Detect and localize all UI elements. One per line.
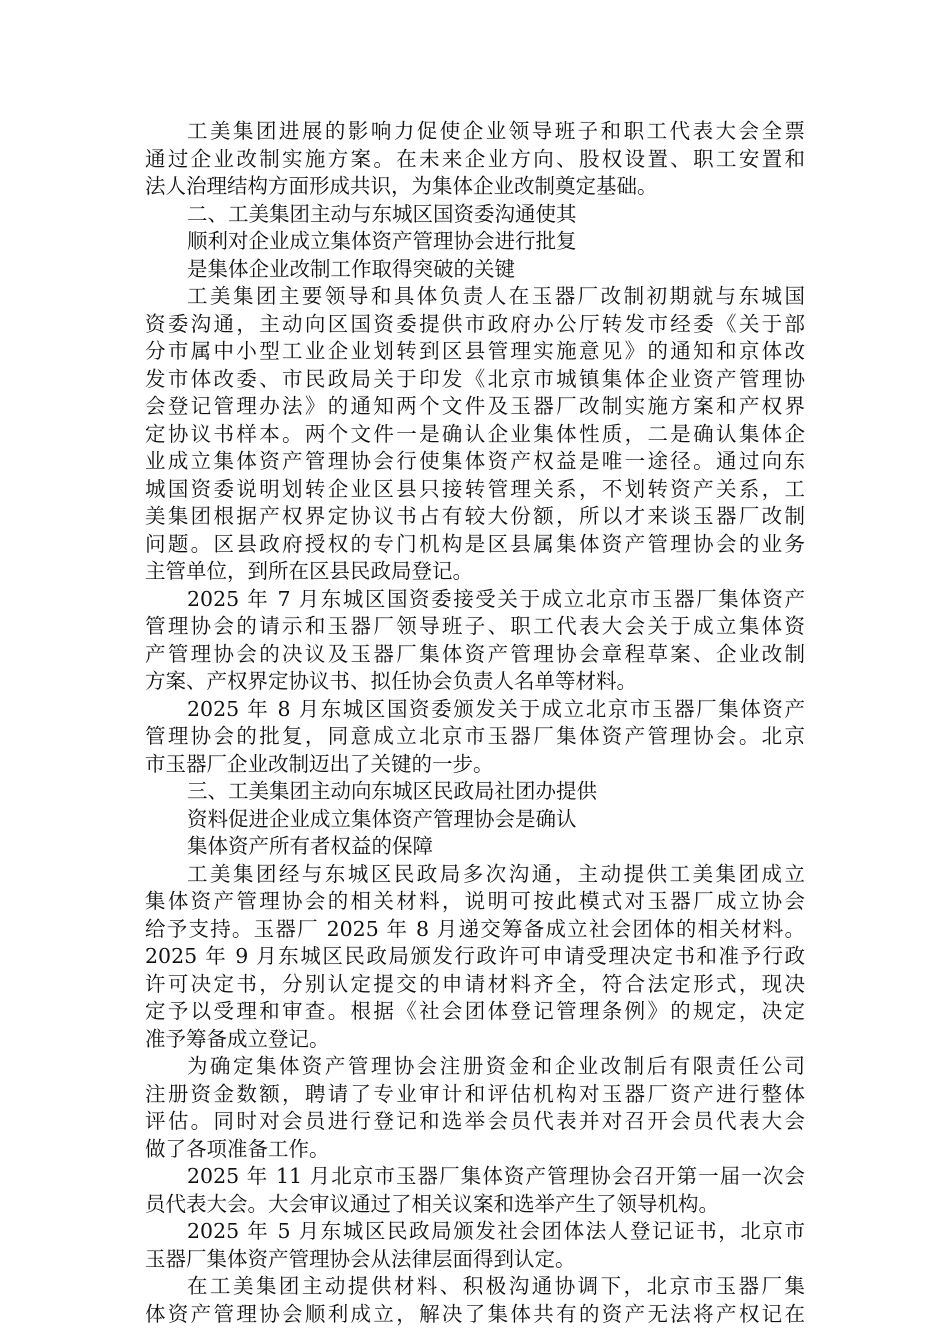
paragraph-line: 2025 年 9 月东城区民政局颁发行政许可申请受理决定书和准予行政: [145, 944, 805, 968]
section-heading-line: 是集体企业改制工作取得突破的关键: [187, 256, 515, 281]
paragraph-line: 法人治理结构方面形成共识，为集体企业改制奠定基础。: [145, 174, 658, 198]
paragraph-line: 在工美集团主动提供材料、积极沟通协调下，北京市玉器厂集: [187, 1274, 805, 1298]
section-heading-line: 集体资产所有者权益的保障: [187, 834, 433, 858]
paragraph-line: 资委沟通，主动向区国资委提供市政府办公厅转发市经委《关于部: [145, 311, 805, 336]
paragraph-line: 玉器厂集体资产管理协会从法律层面得到认定。: [145, 1246, 576, 1271]
paragraph-line: 管理协会的请示和玉器厂领导班子、职工代表大会关于成立集体资: [145, 614, 805, 638]
paragraph-line: 美集团根据产权界定协议书占有较大份额，所以才来谈玉器厂改制: [145, 504, 805, 528]
paragraph-line: 市玉器厂企业改制迈出了关键的一步。: [145, 751, 494, 776]
paragraph-line: 2025 年 11 月北京市玉器厂集体资产管理协会召开第一届一次会: [187, 1164, 805, 1188]
paragraph-line: 注册资金数额，聘请了专业审计和评估机构对玉器厂资产进行整体: [145, 1081, 805, 1106]
paragraph-line: 工美集团主要领导和具体负责人在玉器厂改制初期就与东城国: [187, 284, 805, 308]
section-heading-line: 顺利对企业成立集体资产管理协会进行批复: [187, 229, 577, 253]
paragraph-line: 定予以受理和审查。根据《社会团体登记管理条例》的规定，决定: [145, 999, 805, 1023]
paragraph-line: 问题。区县政府授权的专门机构是区县属集体资产管理协会的业务: [145, 531, 805, 556]
paragraph-line: 给予支持。玉器厂 2025 年 8 月递交筹备成立社会团体的相关材料。: [145, 916, 805, 941]
paragraph-line: 准予筹备成立登记。: [145, 1026, 330, 1051]
paragraph-line: 管理协会的批复，同意成立北京市玉器厂集体资产管理协会。北京: [145, 724, 805, 748]
paragraph-line: 定协议书样本。两个文件一是确认企业集体性质，二是确认集体企: [145, 421, 805, 446]
section-heading-line: 三、工美集团主动向东城区民政局社团办提供: [187, 779, 597, 803]
paragraph-line: 2025 年 8 月东城区国资委颁发关于成立北京市玉器厂集体资产: [187, 696, 805, 721]
paragraph-line: 员代表大会。大会审议通过了相关议案和选举产生了领导机构。: [145, 1191, 719, 1216]
paragraph-line: 分市属中小型工业企业划转到区县管理实施意见》的通知和京体改: [145, 339, 805, 363]
paragraph-line: 2025 年 7 月东城区国资委接受关于成立北京市玉器厂集体资产: [187, 586, 805, 611]
paragraph-line: 评估。同时对会员进行登记和选举会员代表并对召开会员代表大会: [145, 1109, 805, 1133]
paragraph-line: 产管理协会的决议及玉器厂集体资产管理协会章程草案、企业改制: [145, 641, 805, 666]
paragraph-line: 工美集团进展的影响力促使企业领导班子和职工代表大会全票: [187, 119, 805, 143]
paragraph-line: 主管单位，到所在区县民政局登记。: [145, 559, 473, 583]
document-body: [145, 118, 805, 1328]
section-heading-line: 二、工美集团主动与东城区国资委沟通使其: [187, 201, 577, 226]
paragraph-line: 体资产管理协会顺利成立，解决了集体共有的资产无法将产权记在: [145, 1301, 805, 1326]
paragraph-line: 工美集团经与东城区民政局多次沟通，主动提供工美集团成立: [187, 861, 805, 886]
paragraph-line: 城国资委说明划转企业区县只接转管理关系，不划转资产关系，工: [145, 476, 805, 501]
paragraph-line: 集体资产管理协会的相关材料，说明可按此模式对玉器厂成立协会: [145, 889, 805, 913]
paragraph-line: 方案、产权界定协议书、拟任协会负责人名单等材料。: [145, 669, 637, 693]
paragraph-line: 为确定集体资产管理协会注册资金和企业改制后有限责任公司: [187, 1054, 805, 1078]
paragraph-line: 会登记管理办法》的通知两个文件及玉器厂改制实施方案和产权界: [145, 394, 805, 418]
paragraph-line: 业成立集体资产管理协会行使集体资产权益是唯一途径。通过向东: [145, 449, 805, 473]
paragraph-line: 通过企业改制实施方案。在未来企业方向、股权设置、职工安置和: [145, 146, 805, 171]
section-heading-line: 资料促进企业成立集体资产管理协会是确认: [187, 806, 577, 831]
paragraph-line: 许可决定书，分别认定提交的申请材料齐全，符合法定形式，现决: [145, 971, 805, 996]
paragraph-line: 发市体改委、市民政局关于印发《北京市城镇集体企业资产管理协: [145, 366, 805, 391]
paragraph-line: 2025 年 5 月东城区民政局颁发社会团体法人登记证书，北京市: [187, 1219, 805, 1243]
paragraph-line: 做了各项准备工作。: [145, 1136, 330, 1161]
